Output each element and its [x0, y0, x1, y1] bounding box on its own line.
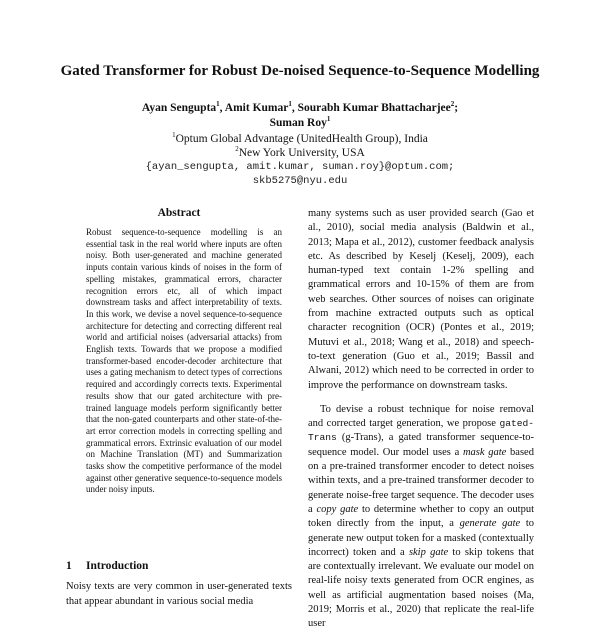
- term-skip-gate: skip gate: [408, 546, 449, 558]
- author-name: Suman Roy: [269, 117, 327, 129]
- author-separator: ,: [291, 102, 298, 114]
- email-line-1: {ayan_sengupta, amit.kumar, suman.roy}@optum.com;: [145, 161, 455, 173]
- author-name: Amit Kumar: [224, 102, 289, 114]
- text-run: based on a pre-trained transformer encoder to detect noises within texts, and a pre-trained transformer decoder to generate noise-free target sequence. The decoder uses a: [308, 446, 534, 515]
- author-affil-mark: 2: [450, 100, 455, 109]
- right-column-paragraph-2: [308, 403, 534, 632]
- section-heading-introduction: [66, 560, 148, 572]
- author-affil-mark: 1: [216, 100, 220, 109]
- affiliation-2: New York University, USA: [238, 147, 365, 159]
- text-run: (g-Trans), a gated transformer sequence-to-sequence model. Our model uses a: [308, 432, 534, 458]
- abstract-heading: Abstract: [157, 207, 201, 219]
- text-run: to generate new output token for a masked (contextually incorrect) token and a: [308, 518, 534, 558]
- author-name: Ayan Sengupta: [141, 102, 217, 114]
- introduction-text: Noisy texts are very common in user-generated texts that appear abundant in various social media: [66, 581, 292, 607]
- affil-mark: 1: [172, 131, 176, 140]
- model-name-code: gated-Trans: [308, 418, 534, 444]
- text-run: to determine whether to copy an output token directly from the input, a: [308, 503, 534, 530]
- text-run: to skip tokens that are contextually irrelevant. We evaluate our model on real-life noisy texts generated from OCR engines, as well as artificial augmentation based noises (Ma, 2019; Morris et al., 2020) that replicate the real-life user: [308, 546, 534, 630]
- author-separator: ;: [454, 102, 459, 114]
- term-copy-gate: copy gate: [316, 503, 359, 515]
- author-affil-mark: 1: [326, 115, 331, 124]
- paper-title: Gated Transformer for Robust De-noised Sequence-to-Sequence Modelling: [60, 63, 540, 79]
- affil-mark: 2: [235, 145, 239, 154]
- right-column-paragraph-1: many systems such as user provided search (Gao et al., 2010), social media analysis (Baldwin et al., 2013; Mapa et al., 2012), customer feedback analysis etc. As described by Keselj (Keselj, 2009), each human-typed text contain 1-2% spelling and grammatical errors and 10-15% of them are from web searches. Other sources of noises can originate from machine extracted outputs such as optical character recognition (OCR) (Pontes et al., 2019; Mutuvi et al., 2018; Wang et al., 2018) and speech-to-text generation (Guo et al., 2019; Bassil and Alwani, 2012) which need to be corrected in order to improve the performance on downstream tasks.: [308, 208, 534, 391]
- section-title: Introduction: [86, 560, 149, 572]
- author-name: Sourabh Kumar Bhattacharjee: [297, 102, 451, 114]
- affiliations: [40, 132, 560, 160]
- affiliation-1: Optum Global Advantage (UnitedHealth Group), India: [175, 133, 428, 145]
- text-run: To devise a robust technique for noise removal and corrected target generation, we propose: [308, 403, 534, 430]
- author-list: [40, 101, 560, 131]
- author-emails: [40, 160, 560, 188]
- term-generate-gate: generate gate: [459, 518, 521, 530]
- author-affil-mark: 1: [288, 100, 292, 109]
- term-mask-gate: mask gate: [462, 446, 507, 458]
- email-line-2: skb5275@nyu.edu: [252, 175, 348, 187]
- right-column: [308, 207, 534, 632]
- abstract-text: Robust sequence-to-sequence modelling is an essential task in the real world where inputs are often noisy. Both user-generated and machine generated inputs contain various kinds of noises in the form of spelling mistakes, grammatical errors, character recognition errors etc, all of which impact downstream tasks and affect interpretability of texts. In this work, we devise a novel sequence-to-sequence architecture for detecting and correcting different real world and artificial noises (adversarial attacks) from English texts. Towards that we propose a modified transformer-based encoder-decoder architecture that uses a gating mechanism to detect types of corrections required and accordingly corrects texts. Experimental results show that our gated architecture with pre-trained language models perform significantly better that the non-gated counterparts and other state-of-the-art error correction models in correcting spelling and grammatical errors. Extrinsic evaluation of our model on Machine Translation (MT) and Summarization tasks show the competitive performance of the model against other generative sequence-to-sequence models under noisy inputs.: [86, 227, 282, 495]
- author-separator: ,: [219, 102, 225, 114]
- section-number: 1: [66, 560, 72, 572]
